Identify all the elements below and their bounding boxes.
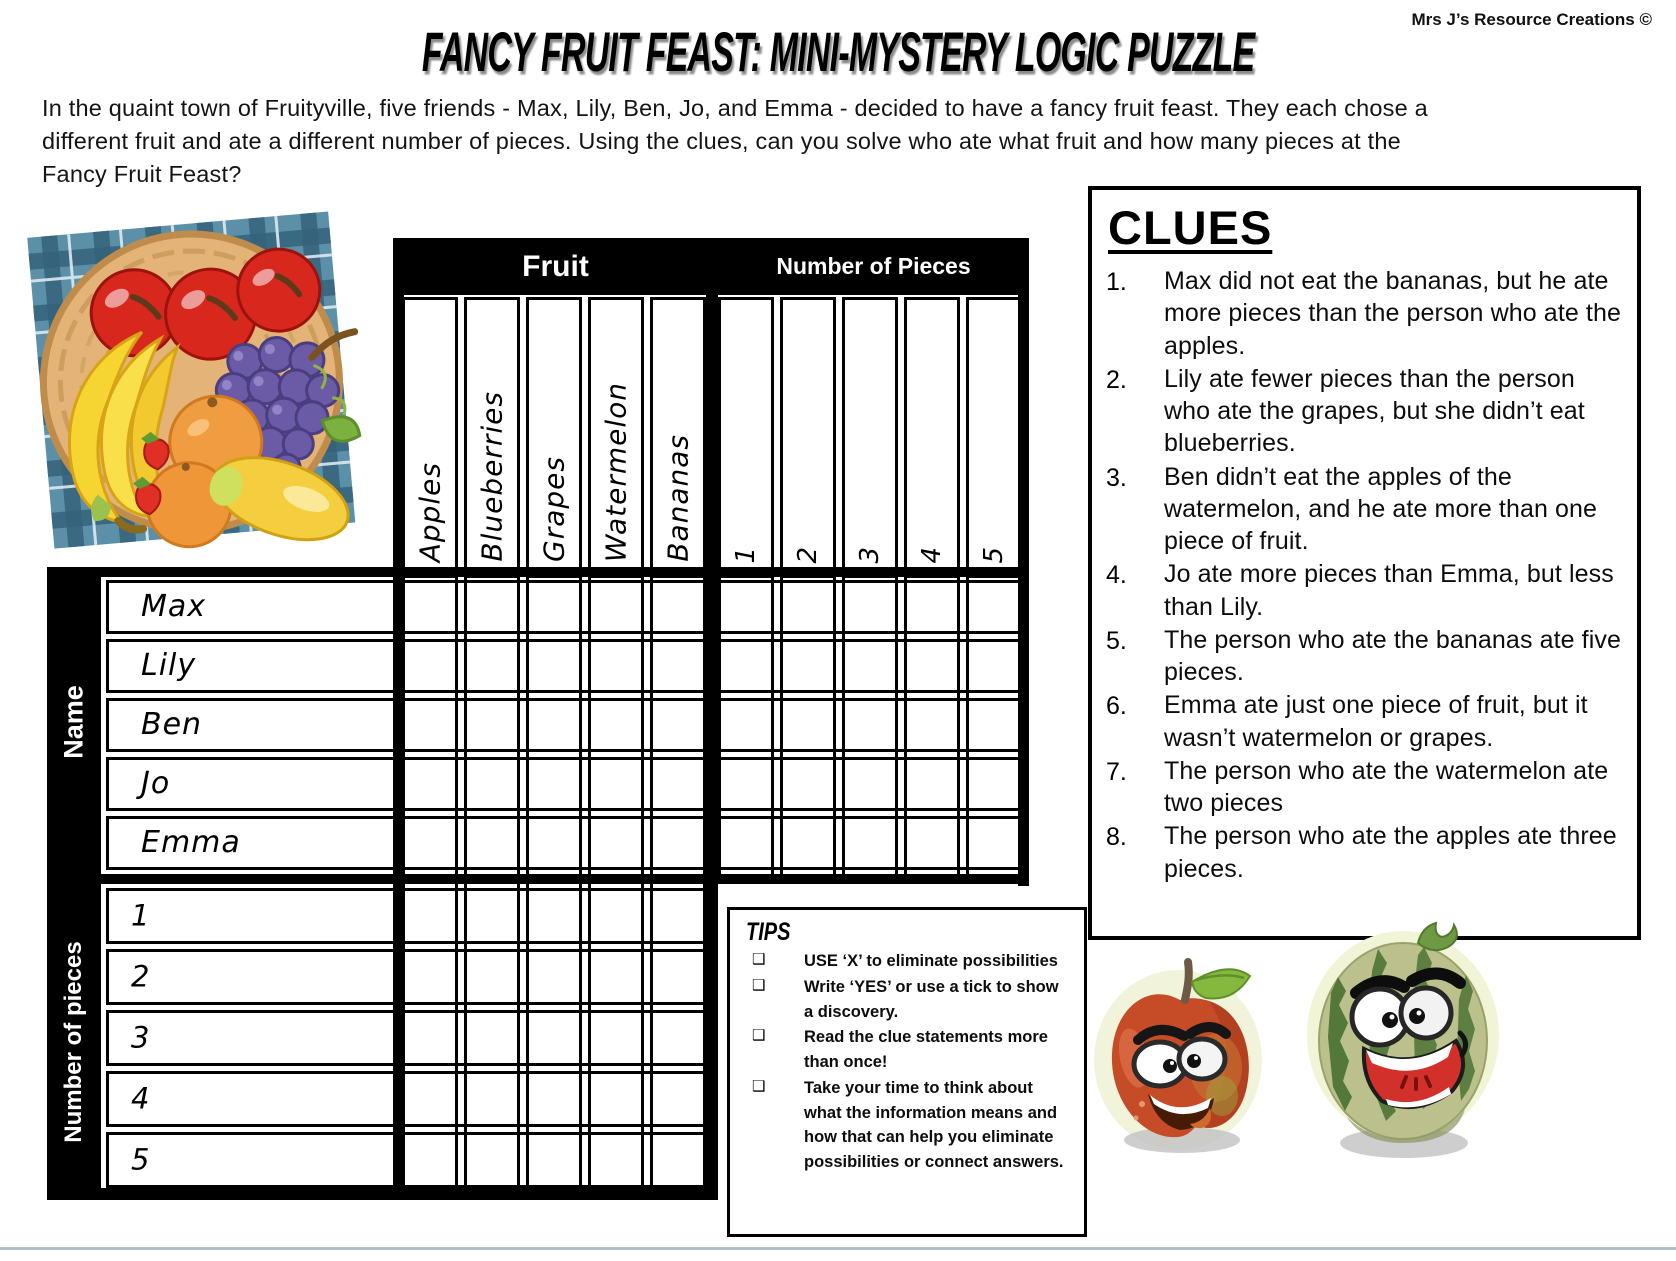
intro-paragraph	[42, 92, 1602, 191]
column-label-2	[780, 297, 836, 575]
clue-number: 3.	[1106, 463, 1127, 492]
page-footer-divider	[0, 1247, 1676, 1250]
grid-row-2-pieces	[106, 949, 715, 1005]
clue-text: The person who ate the apples ate three pieces.	[1164, 822, 1617, 883]
grid-frame-names-top	[100, 567, 1029, 577]
clue-text: Emma ate just one piece of fruit, but it wasn’t watermelon or grapes.	[1164, 691, 1588, 752]
clue-text: The person who ate the watermelon ate two pieces	[1164, 756, 1609, 817]
clue-text: The person who ate the bananas ate five pieces.	[1164, 625, 1621, 686]
clue-item	[1106, 461, 1621, 558]
grid-frame-middle	[706, 238, 718, 1200]
tip-item	[746, 1076, 1072, 1175]
column-label-grapes	[526, 297, 582, 575]
clue-number: 7.	[1106, 757, 1127, 786]
grid-row-max	[106, 580, 1023, 634]
clue-item	[1106, 265, 1621, 362]
column-label-watermelon	[588, 297, 644, 575]
grid-frame-left	[393, 238, 404, 1200]
clues-heading: CLUES	[1108, 201, 1273, 254]
cartoon-watermelon-illustration	[1300, 915, 1510, 1167]
page-title: FANCY FRUIT FEAST: MINI-MYSTERY LOGIC PUZZLE	[421, 20, 1255, 83]
fruit-group-header: Fruit	[522, 249, 589, 283]
column-label-text: Blueberries	[475, 391, 509, 562]
tip-text: USE ‘X’ to eliminate possibilities	[804, 952, 1058, 970]
column-label-text: 4	[917, 546, 947, 564]
tips-heading: TIPS	[746, 918, 791, 946]
grid-row-5-pieces	[106, 1132, 715, 1188]
checkbox-icon: ❑	[752, 1027, 766, 1045]
pieces-axis-label: Number of pieces	[60, 941, 87, 1143]
clue-number: 6.	[1106, 692, 1127, 721]
tip-text: Write ‘YES’ or use a tick to show a discovery.	[804, 977, 1059, 1021]
tip-item	[746, 1025, 1072, 1075]
row-label-text: 2	[131, 959, 150, 994]
intro-line: different fruit and ate a different number of pieces. Using the clues, can you solve who ate what fruit and how many pieces at the	[42, 127, 1401, 154]
grid-frame-right	[1018, 238, 1029, 886]
tip-text: Read the clue statements more than once!	[804, 1028, 1048, 1071]
column-label-text: Apples	[413, 461, 447, 562]
intro-line: In the quaint town of Fruityville, five friends - Max, Lily, Ben, Jo, and Emma - decided to have a fancy fruit feast. They each chose a	[42, 95, 1428, 121]
tip-item	[746, 949, 1072, 974]
clue-number: 8.	[1106, 823, 1127, 852]
checkbox-icon: ❑	[752, 951, 766, 968]
row-label-text: Lily	[141, 647, 197, 683]
column-label-text: 5	[979, 546, 1009, 564]
checkbox-icon: ❑	[752, 976, 766, 994]
grid-row-lily	[106, 639, 1023, 693]
grid-row-3-pieces	[106, 1010, 715, 1066]
column-label-text: Watermelon	[599, 381, 633, 562]
grid-frame-pieces-bottom	[100, 1188, 718, 1200]
clue-text: Jo ate more pieces than Emma, but less than Lily.	[1164, 560, 1614, 621]
clue-item	[1106, 363, 1621, 460]
clue-text: Max did not eat the bananas, but he ate more pieces than the person who ate the apples.	[1164, 267, 1621, 360]
clue-number: 2.	[1106, 365, 1127, 394]
grid-row-ben	[106, 698, 1023, 752]
clue-item	[1106, 755, 1621, 820]
checkbox-icon: ❑	[752, 1077, 766, 1095]
row-label-text: Jo	[141, 765, 171, 801]
column-label-text: 1	[731, 546, 761, 564]
clue-item	[1106, 624, 1621, 689]
column-label-bananas	[650, 297, 706, 575]
clue-text: Ben didn’t eat the apples of the watermelon, and he ate more than one piece of fruit.	[1164, 462, 1598, 555]
clue-text: Lily ate fewer pieces than the person who ate the grapes, but she didn’t eat blueberries.	[1164, 364, 1585, 458]
row-label-text: 4	[131, 1081, 150, 1116]
column-label-text: Grapes	[537, 456, 571, 562]
cartoon-apple-illustration	[1090, 948, 1270, 1158]
grid-row-4-pieces	[106, 1071, 715, 1127]
clue-item	[1106, 558, 1621, 623]
pieces-group-header: Number of Pieces	[776, 253, 971, 279]
clue-item	[1106, 689, 1621, 754]
column-label-3	[842, 297, 898, 575]
column-label-text: 3	[855, 546, 885, 564]
name-axis-label: Name	[58, 685, 89, 759]
page-title-wrap	[0, 20, 1676, 83]
column-label-text: Bananas	[661, 434, 695, 562]
column-label-4	[904, 297, 960, 575]
clue-number: 5.	[1106, 626, 1127, 655]
row-label-text: Ben	[141, 706, 203, 742]
row-label-text: Emma	[141, 824, 241, 860]
row-label-text: 3	[131, 1020, 150, 1055]
grid-frame-names-bottom	[100, 874, 1029, 884]
row-label-text: 1	[131, 898, 150, 933]
grid-row-1-piece	[106, 888, 715, 944]
fruit-basket-illustration	[18, 196, 366, 558]
clue-item	[1106, 820, 1621, 885]
column-label-blueberries	[464, 297, 520, 575]
row-label-text: Max	[141, 588, 207, 624]
tip-item	[746, 975, 1072, 1025]
intro-line: Fancy Fruit Feast?	[42, 160, 242, 187]
column-label-apples	[402, 297, 458, 575]
grid-row-jo	[106, 757, 1023, 811]
clue-number: 4.	[1106, 561, 1127, 590]
clues-box	[1088, 186, 1641, 940]
tips-box	[727, 907, 1087, 1237]
grid-axis-sidebar	[47, 567, 101, 1200]
column-label-1	[718, 297, 774, 575]
clue-number: 1.	[1106, 268, 1127, 296]
grid-row-emma	[106, 816, 1023, 870]
row-label-text: 5	[131, 1142, 150, 1177]
credit-text: Mrs J’s Resource Creations ©	[1411, 10, 1652, 29]
column-label-5	[966, 297, 1022, 575]
tip-text: Take your time to think about what the information means and how that can help you eliminate possibilities or connect answers.	[804, 1078, 1064, 1171]
column-label-text: 2	[793, 546, 823, 564]
